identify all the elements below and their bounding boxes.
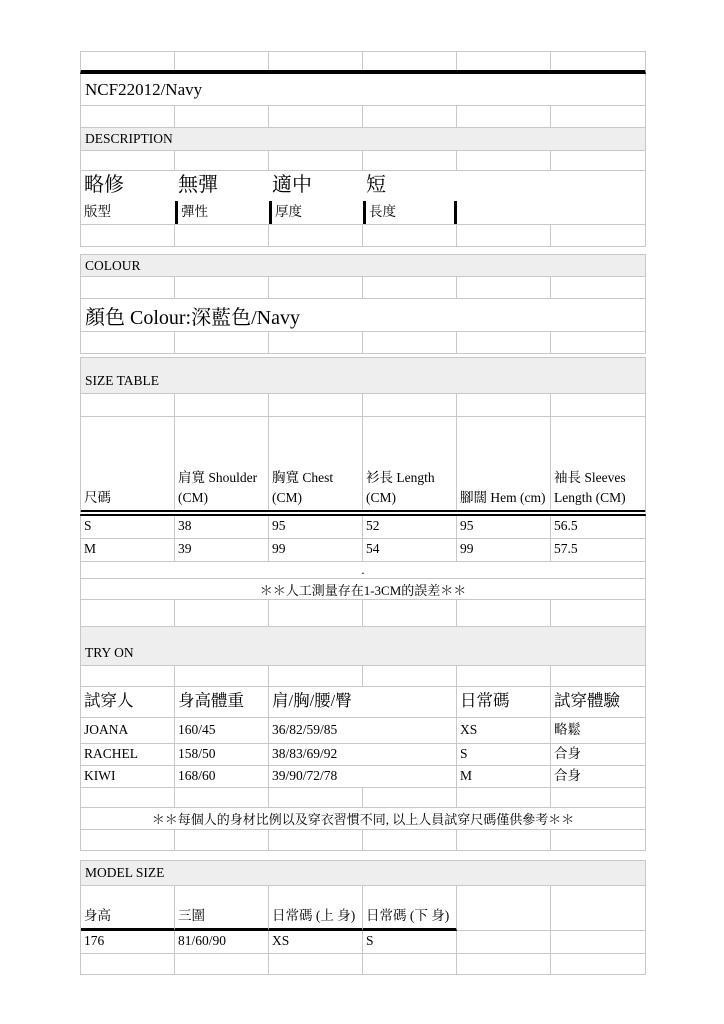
empty-cell (175, 788, 269, 807)
empty-cell (175, 830, 269, 850)
length-cell: 54 (363, 539, 457, 561)
chest-col-header: 胸寬 Chest (CM) (269, 417, 363, 510)
empty-cell (269, 788, 363, 807)
empty-cell (175, 394, 269, 416)
fit-feel-cell: 合身 (554, 745, 581, 761)
fit-value: 略修 (84, 174, 124, 196)
grid-empty-row (80, 394, 646, 417)
product-code-row (80, 74, 646, 106)
model-height-col-header: 身高 (81, 886, 175, 931)
grid-empty-row (80, 106, 646, 128)
try-on-note: ＊＊每個人的身材比例以及穿衣習慣不同, 以上人員試穿尺碼僅供參考＊＊ (151, 812, 575, 827)
height-weight-cell: 160/45 (175, 718, 269, 743)
chest-cell: 99 (269, 539, 363, 561)
usual-size-col-header: 日常碼 (457, 687, 551, 717)
empty-cell (551, 332, 645, 353)
empty-cell (551, 600, 645, 626)
model-measurements-col-header: 三圍 (175, 886, 269, 931)
measurements-col-header: 肩/胸/腰/臀 (269, 687, 457, 717)
model-size-header-row (80, 886, 646, 931)
measurement-note-row (80, 579, 646, 600)
empty-cell (457, 954, 551, 974)
empty-cell (363, 830, 457, 850)
empty-cell (175, 600, 269, 626)
measurements-cell: 38/83/69/92 (269, 744, 457, 765)
model-measurements-cell: 81/60/90 (175, 931, 269, 953)
sleeve-cell: 56.5 (554, 518, 578, 534)
grid-empty-row (80, 277, 646, 299)
empty-cell (551, 52, 645, 70)
empty-cell (551, 171, 645, 201)
grid-empty-row (80, 151, 646, 171)
empty-cell (363, 332, 457, 353)
empty-cell (269, 52, 363, 70)
empty-cell (175, 666, 269, 686)
empty-cell (457, 600, 551, 626)
empty-cell (81, 52, 175, 70)
grid-empty-row (80, 225, 646, 247)
fit-label: 版型 (84, 203, 111, 219)
empty-cell (363, 225, 457, 246)
empty-cell (81, 277, 175, 298)
spacer (80, 851, 646, 860)
grid-empty-row (80, 332, 646, 354)
shoulder-cell: 39 (175, 539, 269, 561)
empty-cell (457, 332, 551, 353)
try-on-note-row (80, 808, 646, 830)
empty-cell (363, 666, 457, 686)
empty-cell (551, 931, 645, 953)
colour-value-row (80, 299, 646, 332)
model-usual-size-top-col-header: 日常碼 (上 身) (269, 886, 363, 931)
model-usual-size-top-cell: XS (269, 931, 363, 953)
empty-cell (457, 788, 551, 807)
empty-cell (551, 954, 645, 974)
empty-cell (551, 151, 645, 170)
empty-cell (269, 277, 363, 298)
try-on-row-joana (80, 718, 646, 744)
empty-cell (457, 830, 551, 850)
thickness-value: 適中 (272, 174, 312, 196)
empty-cell (81, 225, 175, 246)
thickness-label: 厚度 (269, 201, 363, 224)
size-cell: M (81, 539, 175, 561)
empty-cell (551, 277, 645, 298)
empty-cell (363, 394, 457, 416)
empty-cell (269, 830, 363, 850)
grid-empty-row (80, 666, 646, 687)
empty-cell (175, 151, 269, 170)
empty-cell (457, 151, 551, 170)
try-on-section-label: TRY ON (85, 645, 134, 660)
empty-cell (457, 931, 551, 953)
empty-cell (81, 394, 175, 416)
try-on-header-row (80, 687, 646, 718)
empty-cell (175, 52, 269, 70)
size-row-s (80, 516, 646, 539)
hem-cell: 99 (457, 539, 551, 561)
empty-cell (81, 830, 175, 850)
empty-cell (457, 52, 551, 70)
size-row-m (80, 539, 646, 562)
sleeve-col-header: 袖長 Sleeves Length (CM) (554, 470, 626, 505)
length-value: 短 (366, 174, 386, 196)
colour-value: 顏色 Colour:深藍色/Navy (85, 306, 300, 329)
empty-cell (81, 666, 175, 686)
empty-cell (363, 788, 457, 807)
grid-empty-row (80, 788, 646, 808)
empty-cell (175, 954, 269, 974)
empty-cell (363, 52, 457, 70)
empty-cell (551, 666, 645, 686)
stretch-value: 無彈 (178, 174, 218, 196)
size-table-section-band (80, 357, 646, 394)
empty-cell (81, 332, 175, 353)
size-col-header: 尺碼 (81, 417, 175, 510)
empty-cell (269, 225, 363, 246)
description-section-label: DESCRIPTION (85, 131, 173, 146)
fit-feel-cell: 合身 (554, 767, 581, 783)
empty-cell (551, 201, 645, 224)
height-weight-cell: 168/60 (175, 766, 269, 787)
product-code: NCF22012/Navy (85, 79, 203, 99)
size-cell: S (81, 516, 175, 538)
empty-cell (457, 106, 551, 127)
usual-size-cell: XS (457, 718, 551, 743)
chest-cell: 95 (269, 516, 363, 538)
hem-col-header: 腳闊 Hem (cm) (457, 417, 551, 510)
stretch-label: 彈性 (175, 201, 269, 224)
measurement-note: ＊＊人工測量存在1-3CM的誤差＊＊ (259, 582, 467, 598)
dot-row (80, 562, 646, 579)
empty-cell (269, 151, 363, 170)
model-size-section-band (80, 860, 646, 886)
grid-empty-row (80, 954, 646, 975)
tester-cell: JOANA (81, 718, 175, 743)
spacer (80, 247, 646, 254)
tester-cell: RACHEL (81, 744, 175, 765)
description-keys-row (80, 201, 646, 225)
empty-cell (363, 954, 457, 974)
model-size-section-label: MODEL SIZE (85, 865, 165, 880)
empty-cell (457, 394, 551, 416)
fit-feel-col-header: 試穿體驗 (554, 691, 620, 711)
grid-empty-row (80, 51, 646, 74)
empty-cell (363, 151, 457, 170)
empty-cell (81, 954, 175, 974)
empty-cell (551, 830, 645, 850)
measurements-cell: 36/82/59/85 (269, 718, 457, 743)
empty-cell (269, 600, 363, 626)
colour-section-label: COLOUR (85, 257, 141, 273)
empty-cell (175, 106, 269, 127)
empty-cell (269, 394, 363, 416)
empty-cell (457, 666, 551, 686)
sleeve-cell: 57.5 (554, 541, 578, 557)
height-weight-col-header: 身高體重 (175, 687, 269, 717)
empty-cell (457, 886, 551, 931)
empty-cell (175, 332, 269, 353)
length-col-header: 衫長 Length (CM) (363, 417, 457, 510)
empty-cell (269, 332, 363, 353)
empty-cell (457, 201, 551, 224)
colour-section-band (80, 254, 646, 277)
empty-cell (551, 394, 645, 416)
hem-cell: 95 (457, 516, 551, 538)
grid-empty-row (80, 600, 646, 627)
empty-cell (363, 277, 457, 298)
measurements-cell: 39/90/72/78 (269, 766, 457, 787)
empty-cell (81, 788, 175, 807)
try-on-row-rachel (80, 744, 646, 766)
empty-cell (269, 954, 363, 974)
empty-cell (269, 666, 363, 686)
dot-text: . (361, 562, 365, 577)
try-on-row-kiwi (80, 766, 646, 788)
height-weight-cell: 158/50 (175, 744, 269, 765)
fit-feel-cell: 略鬆 (554, 721, 581, 737)
shoulder-col-header: 肩寬 Shoulder (CM) (175, 417, 269, 510)
empty-cell (81, 151, 175, 170)
empty-cell (551, 225, 645, 246)
empty-cell (457, 225, 551, 246)
tester-col-header: 試穿人 (81, 687, 175, 717)
empty-cell (551, 788, 645, 807)
empty-cell (363, 106, 457, 127)
empty-cell (457, 277, 551, 298)
model-usual-size-bottom-cell: S (363, 931, 457, 953)
try-on-section-band (80, 627, 646, 666)
empty-cell (175, 225, 269, 246)
description-section-band (80, 128, 646, 151)
empty-cell (81, 600, 175, 626)
empty-cell (551, 886, 645, 931)
usual-size-cell: S (457, 744, 551, 765)
size-spec-sheet (80, 51, 646, 975)
length-cell: 52 (363, 516, 457, 538)
shoulder-cell: 38 (175, 516, 269, 538)
empty-cell (175, 277, 269, 298)
length-label: 長度 (363, 201, 457, 224)
empty-cell (81, 106, 175, 127)
description-values-row (80, 171, 646, 201)
size-table-header-row (80, 417, 646, 516)
empty-cell (457, 171, 551, 201)
empty-cell (269, 106, 363, 127)
model-usual-size-bottom-col-header: 日常碼 (下 身) (363, 886, 457, 931)
empty-cell (551, 106, 645, 127)
grid-empty-row (80, 830, 646, 851)
tester-cell: KIWI (81, 766, 175, 787)
model-size-data-row (80, 931, 646, 954)
model-height-cell: 176 (81, 931, 175, 953)
size-table-section-label: SIZE TABLE (85, 373, 160, 388)
usual-size-cell: M (457, 766, 551, 787)
empty-cell (363, 600, 457, 626)
